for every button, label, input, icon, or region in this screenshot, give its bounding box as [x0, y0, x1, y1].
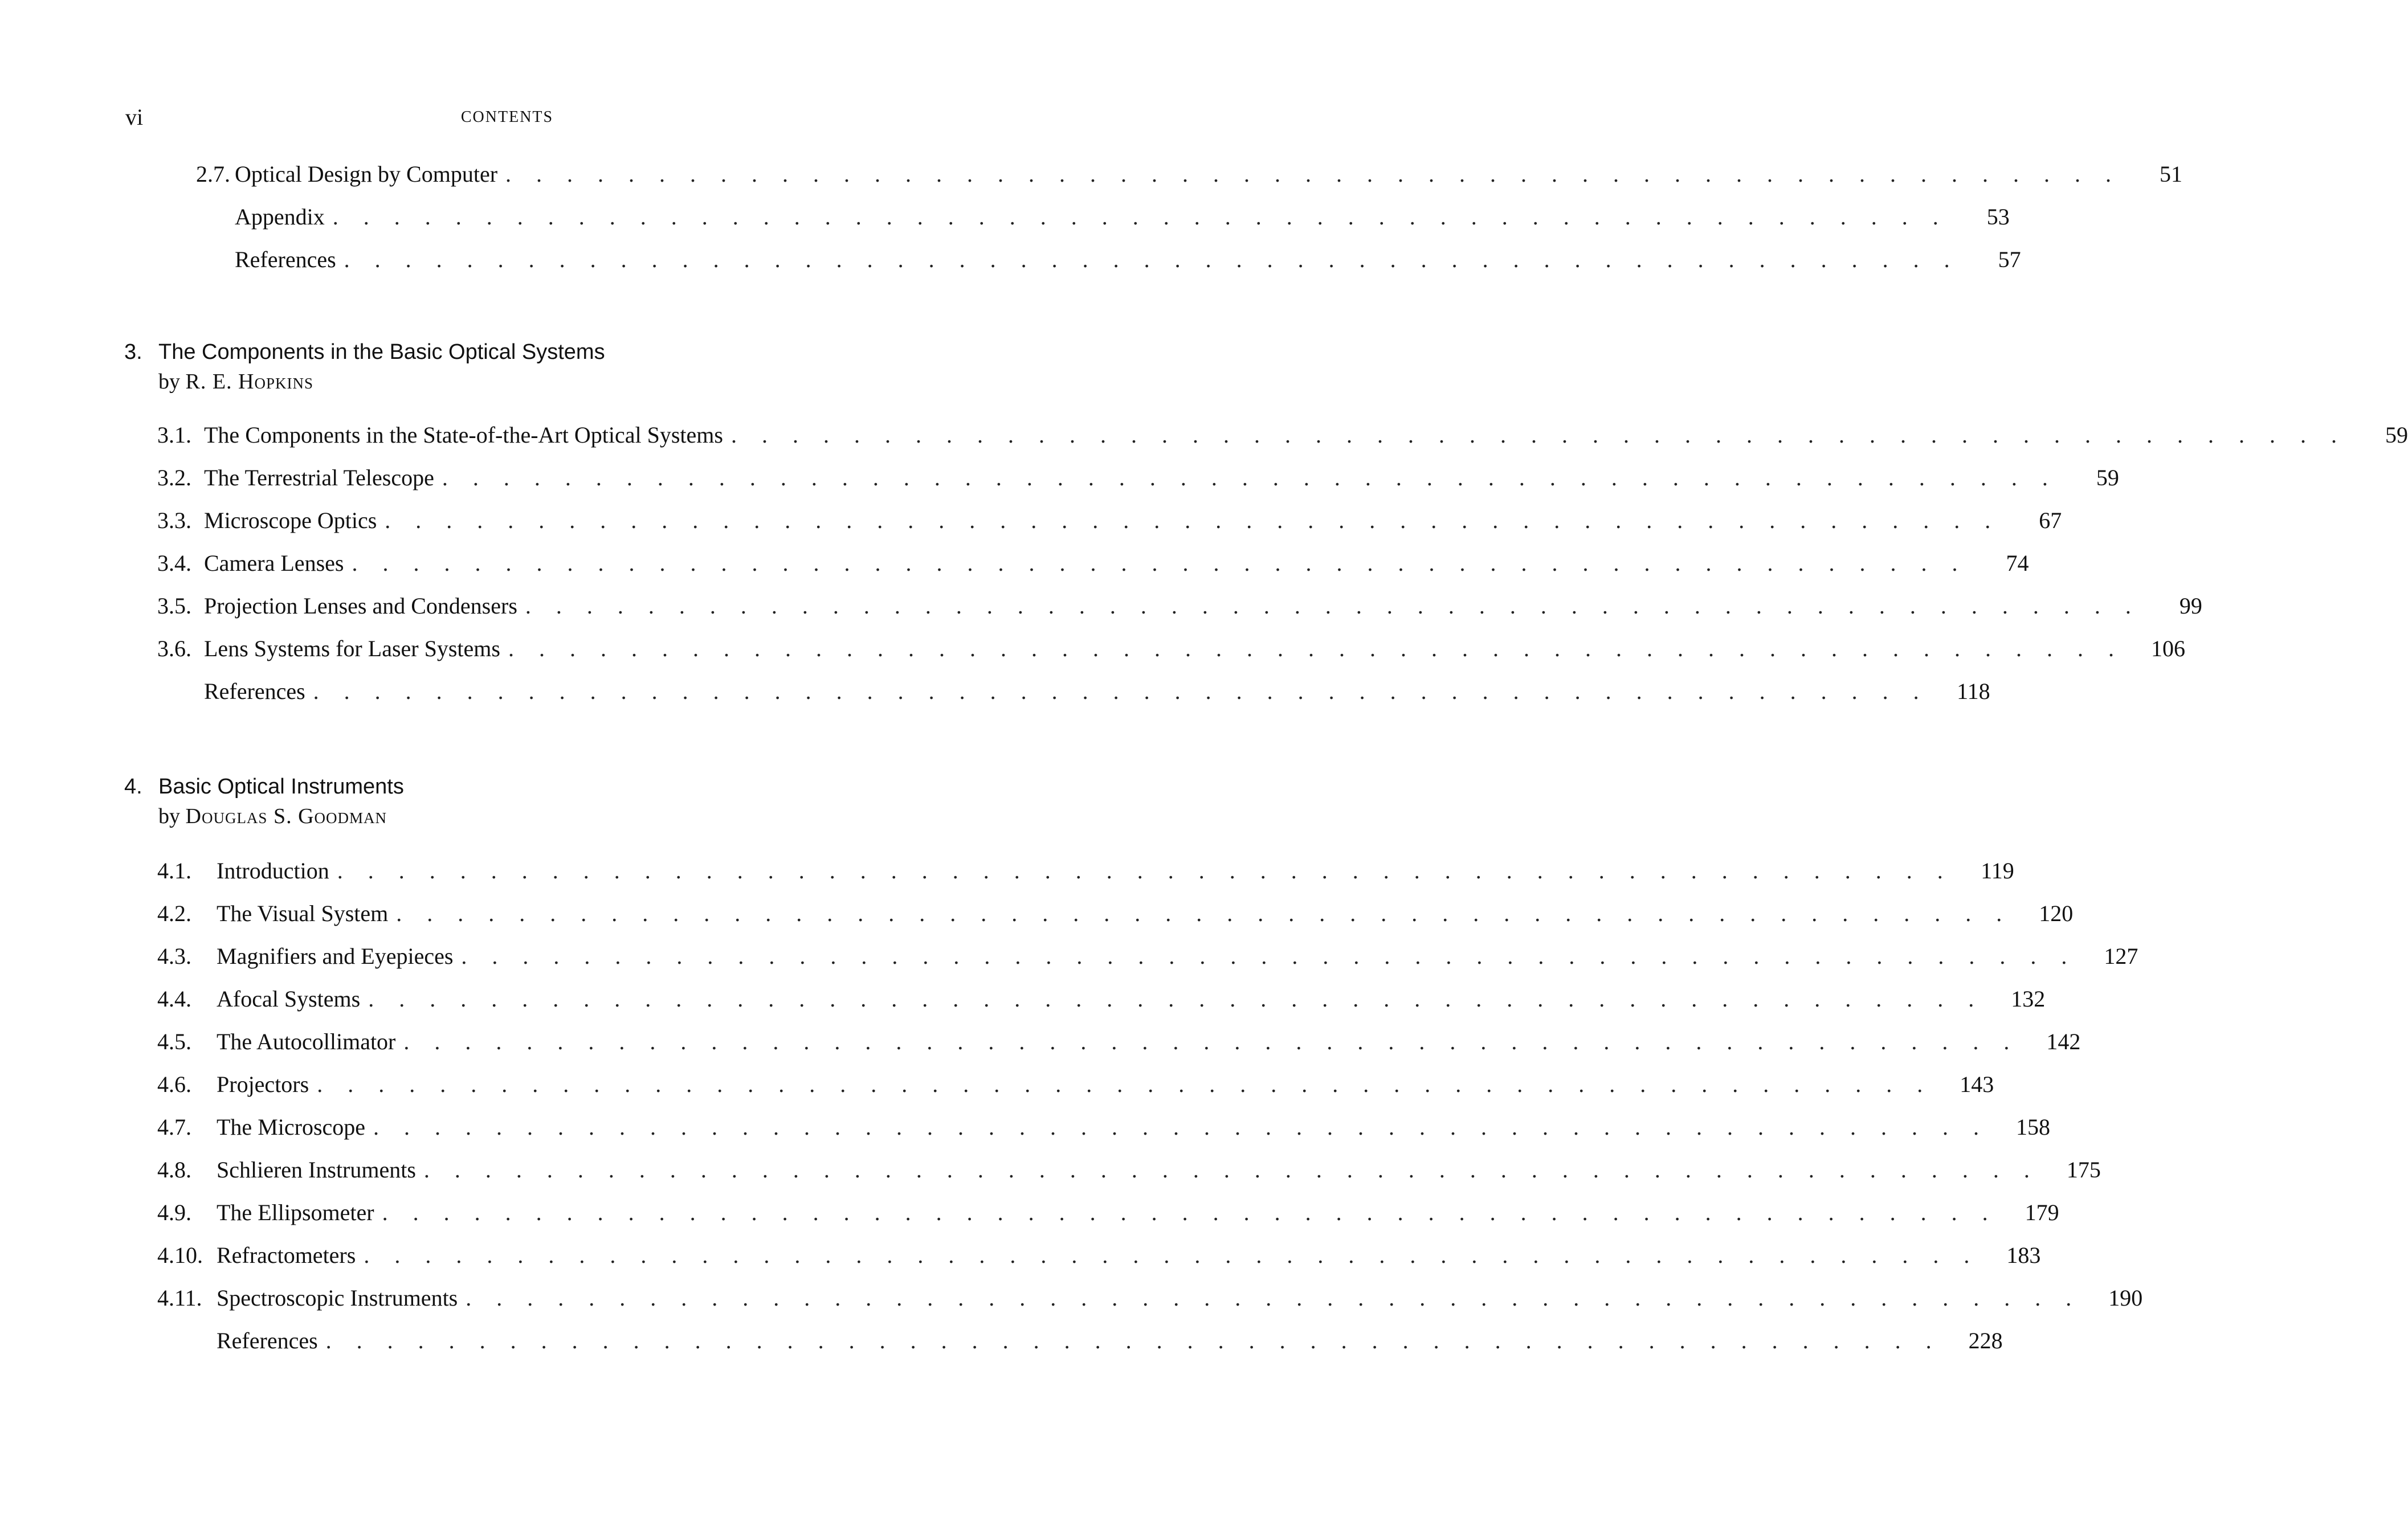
entry-page: 158 — [2016, 1114, 2051, 1140]
entry-page: 57 — [1998, 247, 2021, 272]
author-prefix: by — [158, 804, 180, 828]
dot-leader: . . . . . . . . . . . . . . . . . . . . . . . . . . . . . . . . . . . . . . . . . . . . . . . . . . . . . — [525, 593, 2141, 619]
chapter-author — [124, 801, 404, 831]
entry-title: Afocal Systems — [217, 986, 361, 1012]
entry-page: 120 — [2039, 901, 2074, 926]
entry-page: 190 — [2108, 1285, 2143, 1311]
dot-leader: . . . . . . . . . . . . . . . . . . . . . . . . . . . . . . . . . . . . . . . . . . . . . . . . . . . . . — [385, 508, 2001, 533]
toc-entry — [157, 1285, 2143, 1315]
entry-number: 4.4. — [157, 986, 191, 1012]
toc-entry — [157, 1327, 2003, 1358]
entry-page: 106 — [2150, 636, 2185, 661]
entry-number: 3.2. — [157, 465, 191, 490]
toc-entry — [196, 161, 2183, 191]
entry-page: 132 — [2011, 986, 2046, 1012]
entry-title: Projection Lenses and Condensers — [204, 593, 517, 619]
toc-entry — [157, 1156, 2101, 1187]
entry-number: 3.3. — [157, 508, 191, 533]
entry-title: Lens Systems for Laser Systems — [204, 636, 500, 661]
entry-title: References — [217, 1328, 318, 1353]
dot-leader: . . . . . . . . . . . . . . . . . . . . . . . . . . . . . . . . . . . . . . . . . . . . . . . . . . . . . — [337, 858, 1953, 883]
entry-number: 3.1. — [157, 422, 191, 448]
dot-leader: . . . . . . . . . . . . . . . . . . . . . . . . . . . . . . . . . . . . . . . . . . . . . . . . . . . . . — [313, 678, 1929, 704]
dot-leader: . . . . . . . . . . . . . . . . . . . . . . . . . . . . . . . . . . . . . . . . . . . . . . . . . . . . . — [396, 901, 2012, 926]
dot-leader: . . . . . . . . . . . . . . . . . . . . . . . . . . . . . . . . . . . . . . . . . . . . . . . . . . . . . — [368, 986, 1984, 1012]
entry-number: 2.7. — [196, 161, 230, 187]
dot-leader: . . . . . . . . . . . . . . . . . . . . . . . . . . . . . . . . . . . . . . . . . . . . . . . . . . . . . — [505, 161, 2121, 187]
running-title: CONTENTS — [460, 108, 554, 126]
entry-page: 59 — [2096, 465, 2119, 490]
entry-number: 4.3. — [157, 943, 191, 969]
dot-leader: . . . . . . . . . . . . . . . . . . . . . . . . . . . . . . . . . . . . . . . . . . . . . . . . . . . . . — [442, 465, 2058, 490]
entry-title: The Visual System — [217, 901, 389, 926]
entry-title: Optical Design by Computer — [235, 161, 498, 187]
entry-title: Microscope Optics — [204, 508, 377, 533]
toc-entry — [157, 507, 2062, 538]
toc-entry — [157, 592, 2202, 623]
toc-entry — [157, 1071, 1994, 1102]
entry-title: Appendix — [235, 204, 325, 230]
chapter-heading — [124, 337, 605, 396]
toc-entry — [157, 678, 1990, 709]
dot-leader: . . . . . . . . . . . . . . . . . . . . . . . . . . . . . . . . . . . . . . . . . . . . . . . . . . . . . — [403, 1029, 2019, 1054]
entry-page: 127 — [2104, 943, 2138, 969]
entry-page: 179 — [2025, 1200, 2059, 1225]
dot-leader: . . . . . . . . . . . . . . . . . . . . . . . . . . . . . . . . . . . . . . . . . . . . . . . . . . . . . — [423, 1157, 2039, 1183]
entry-title: References — [204, 678, 305, 704]
toc-entry — [157, 422, 2408, 452]
toc-entry — [157, 1114, 2051, 1144]
entry-title: Introduction — [217, 858, 329, 883]
entry-number: 4.8. — [157, 1157, 191, 1183]
chapter-number: 3. — [124, 340, 142, 364]
entry-title: The Ellipsometer — [217, 1200, 374, 1225]
dot-leader: . . . . . . . . . . . . . . . . . . . . . . . . . . . . . . . . . . . . . . . . . . . . . . . . . . . . . — [344, 247, 1960, 272]
entry-number: 4.9. — [157, 1200, 191, 1225]
entry-title: The Microscope — [217, 1114, 366, 1140]
dot-leader: . . . . . . . . . . . . . . . . . . . . . . . . . . . . . . . . . . . . . . . . . . . . . . . . . . . . . — [508, 636, 2124, 661]
entry-number: 4.7. — [157, 1114, 191, 1140]
dot-leader: . . . . . . . . . . . . . . . . . . . . . . . . . . . . . . . . . . . . . . . . . . . . . . . . . . . . . — [730, 422, 2346, 448]
toc-entry — [157, 943, 2138, 973]
toc-entry — [157, 1199, 2059, 1230]
entry-number: 4.10. — [157, 1242, 203, 1268]
entry-page: 59 — [2385, 422, 2408, 448]
author-prefix: by — [158, 370, 180, 394]
toc-entry — [157, 857, 2014, 888]
chapter-heading — [124, 772, 404, 831]
entry-page: 143 — [1960, 1071, 1994, 1097]
toc-entry — [157, 464, 2119, 495]
entry-page: 67 — [2039, 508, 2062, 533]
dot-leader: . . . . . . . . . . . . . . . . . . . . . . . . . . . . . . . . . . . . . . . . . . . . . . . . . . . . . — [461, 943, 2077, 969]
entry-page: 183 — [2006, 1242, 2041, 1268]
chapter-title-text: The Components in the Basic Optical Systems — [158, 340, 605, 364]
entry-page: 99 — [2179, 593, 2202, 619]
chapter-number: 4. — [124, 775, 142, 799]
toc-entry — [157, 985, 2046, 1016]
entry-number: 3.6. — [157, 636, 191, 661]
entry-page: 53 — [1986, 204, 2010, 230]
entry-number: 4.6. — [157, 1071, 191, 1097]
entry-page: 51 — [2160, 161, 2183, 187]
toc-entry — [196, 203, 2010, 234]
dot-leader: . . . . . . . . . . . . . . . . . . . . . . . . . . . . . . . . . . . . . . . . . . . . . . . . . . . . . — [373, 1114, 1989, 1140]
entry-title: The Autocollimator — [217, 1029, 396, 1054]
toc-entry — [157, 1242, 2041, 1273]
toc-entry — [157, 1028, 2081, 1059]
entry-page: 118 — [1957, 678, 1990, 704]
entry-title: The Components in the State-of-the-Art Optical Systems — [204, 422, 723, 448]
toc-entry — [157, 900, 2074, 931]
entry-page: 142 — [2046, 1029, 2081, 1054]
entry-page: 119 — [1981, 858, 2014, 883]
chapter-title — [124, 772, 404, 801]
author-name: R. E. Hopkins — [185, 370, 314, 394]
entry-number: 3.4. — [157, 550, 191, 576]
entry-title: Magnifiers and Eyepieces — [217, 943, 454, 969]
toc-entry — [157, 550, 2029, 580]
dot-leader: . . . . . . . . . . . . . . . . . . . . . . . . . . . . . . . . . . . . . . . . . . . . . . . . . . . . . — [317, 1071, 1933, 1097]
entry-title: Schlieren Instruments — [217, 1157, 416, 1183]
entry-title: The Terrestrial Telescope — [204, 465, 434, 490]
chapter-author — [124, 367, 605, 396]
entry-title: Projectors — [217, 1071, 309, 1097]
chapter-title — [124, 337, 605, 367]
dot-leader: . . . . . . . . . . . . . . . . . . . . . . . . . . . . . . . . . . . . . . . . . . . . . . . . . . . . . — [382, 1200, 1998, 1225]
dot-leader: . . . . . . . . . . . . . . . . . . . . . . . . . . . . . . . . . . . . . . . . . . . . . . . . . . . . . — [466, 1285, 2082, 1311]
entry-title: Camera Lenses — [204, 550, 344, 576]
entry-page: 228 — [1968, 1328, 2003, 1353]
entry-page: 175 — [2066, 1157, 2101, 1183]
running-head — [125, 104, 889, 132]
dot-leader: . . . . . . . . . . . . . . . . . . . . . . . . . . . . . . . . . . . . . . . . . . . . . . . . . . . . . — [332, 204, 1948, 230]
entry-number: 4.5. — [157, 1029, 191, 1054]
entry-title: Refractometers — [217, 1242, 356, 1268]
entry-page: 74 — [2006, 550, 2029, 576]
entry-title: Spectroscopic Instruments — [217, 1285, 458, 1311]
entry-number: 4.1. — [157, 858, 191, 883]
entry-number: 3.5. — [157, 593, 191, 619]
page-number: vi — [125, 104, 144, 130]
chapter-title-text: Basic Optical Instruments — [158, 775, 404, 799]
toc-entry — [157, 635, 2185, 666]
entry-title: References — [235, 247, 336, 272]
dot-leader: . . . . . . . . . . . . . . . . . . . . . . . . . . . . . . . . . . . . . . . . . . . . . . . . . . . . . — [325, 1328, 1941, 1353]
dot-leader: . . . . . . . . . . . . . . . . . . . . . . . . . . . . . . . . . . . . . . . . . . . . . . . . . . . . . — [352, 550, 1968, 576]
dot-leader: . . . . . . . . . . . . . . . . . . . . . . . . . . . . . . . . . . . . . . . . . . . . . . . . . . . . . — [364, 1242, 1980, 1268]
entry-number: 4.2. — [157, 901, 191, 926]
toc-entry — [196, 246, 2021, 277]
author-name: Douglas S. Goodman — [185, 804, 387, 828]
entry-number: 4.11. — [157, 1285, 202, 1311]
